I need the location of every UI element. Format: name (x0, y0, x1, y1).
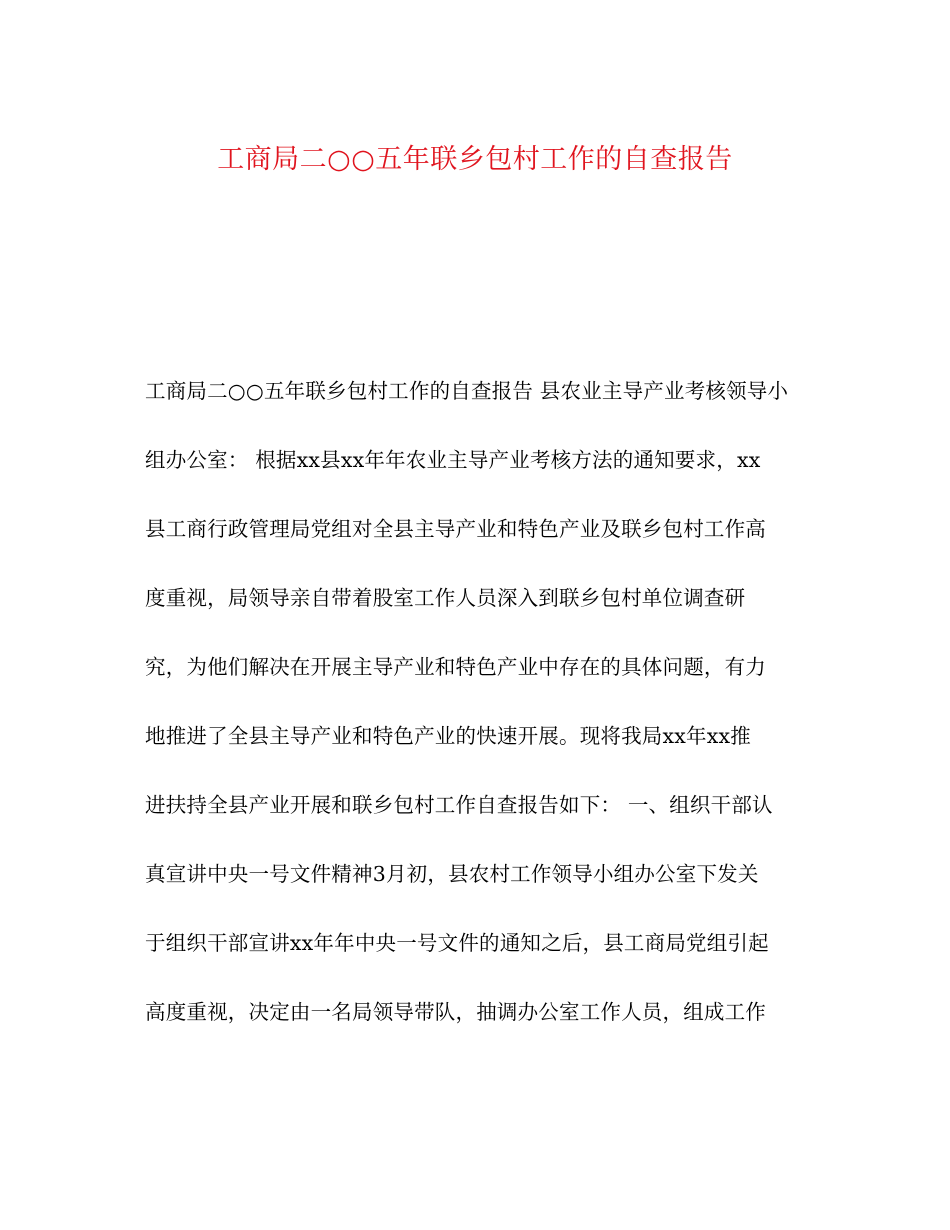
document-title: 工商局二○○五年联乡包村工作的自查报告 (217, 144, 733, 175)
body-line: 县工商行政管理局党组对全县主导产业和特色产业及联乡包村工作高 (145, 517, 766, 541)
body-line: 真宣讲中央一号文件精神3月初，县农村工作领导小组办公室下发关 (145, 862, 759, 886)
body-line: 地推进了全县主导产业和特色产业的快速开展。现将我局xx年xx推 (145, 724, 751, 748)
body-line: 工商局二○○五年联乡包村工作的自查报告 县农业主导产业考核领导小 (145, 379, 789, 403)
body-line: 高度重视，决定由一名局领导带队，抽调办公室工作人员，组成工作 (145, 1000, 766, 1024)
body-line: 组办公室： 根据xx县xx年年农业主导产业考核方法的通知要求，xx (145, 448, 761, 472)
document-body (145, 366, 815, 1056)
body-line: 进扶持全县产业开展和联乡包村工作自查报告如下： 一、组织干部认 (145, 793, 773, 817)
body-line: 度重视，局领导亲自带着股室工作人员深入到联乡包村单位调查研 (145, 586, 746, 610)
body-line: 于组织干部宣讲xx年年中央一号文件的通知之后，县工商局党组引起 (145, 931, 769, 955)
body-line: 究，为他们解决在开展主导产业和特色产业中存在的具体问题，有力 (145, 655, 766, 679)
